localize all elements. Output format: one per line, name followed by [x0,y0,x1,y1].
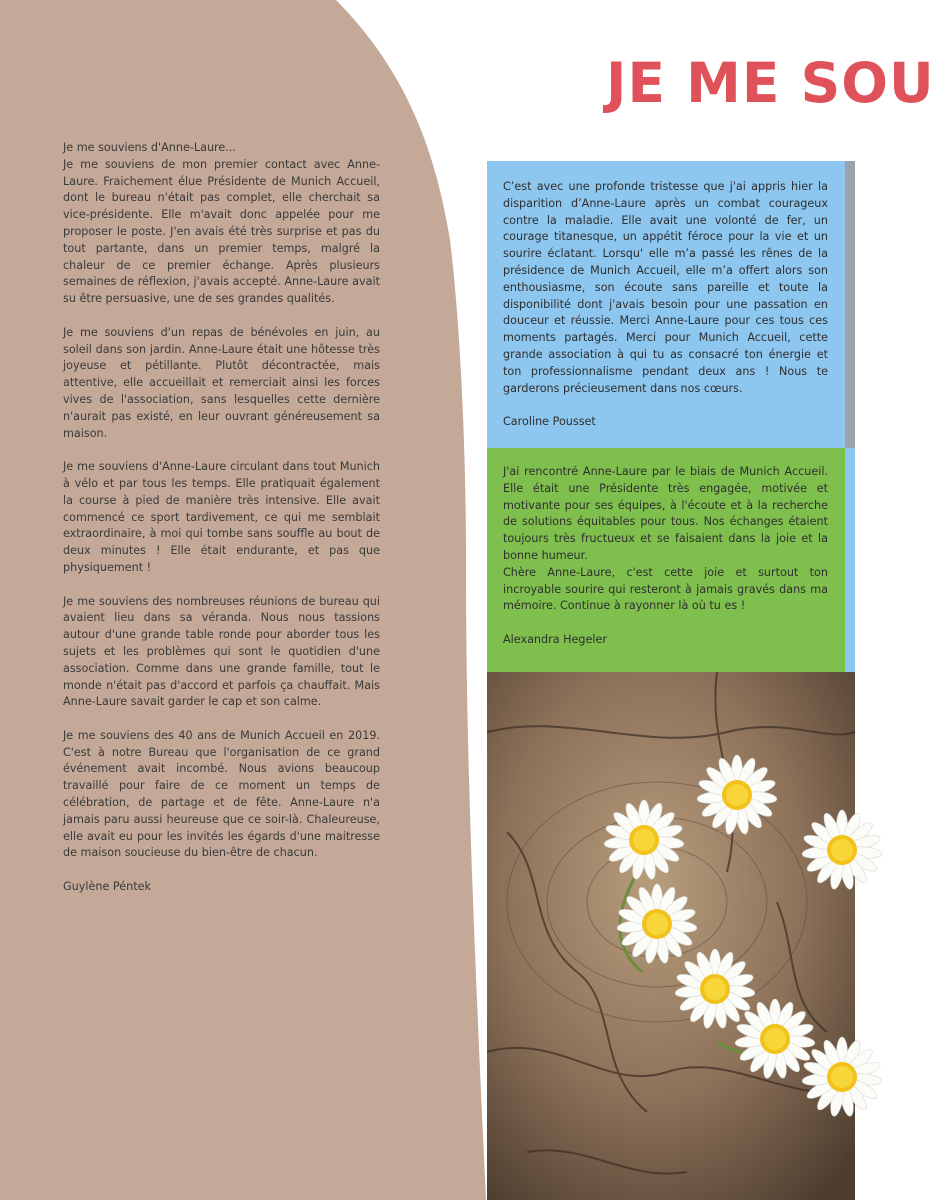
green-box-signature: Alexandra Hegeler [503,632,607,646]
daisy-heart-photo [487,672,855,1200]
tribute-box-blue [487,161,845,448]
daisy-photo-illustration [487,672,855,1200]
green-box-edge [845,448,855,672]
blue-box-edge [845,161,855,448]
blue-box-text: C’est avec une profonde tristesse que j'ai appris hier la disparition d’Anne-Laure après un combat courageux contre la maladie. Elle avait une volonté de fer, un courage titanesque, un appétit féroce pour la vie et un sourire éclatant. Lorsqu' elle m’a passé les rênes de la présidence de Munich Accueil, elle m’a offert alors son enthousiasme, son écoute sans pareille et toute la disponibilité dont j'avais besoin pour une passation en douceur et réussie. Merci Anne-Laure pour ces tous ces moments partagés. Merci pour Munich Accueil, cette grande association à qui tu as consacré ton énergie et ton professionnalisme pendant deux ans ! Nous te garderons précieusement dans nos cœurs. [503,180,828,395]
headline: JE ME SOU [606,51,935,115]
tribute-box-green [487,448,845,672]
left-paragraph-1: Je me souviens d'Anne-Laure... Je me souviens de mon premier contact avec Anne-Laure. Fraichement élue Présidente de Munich Accueil, dont le bureau n'était pas complet, elle cherchait sa vice-présidente. Elle m'avait donc appelée pour me proposer le poste. J'en avais été très surprise et pas du tout partante, dans un premier temps, malgré la chaleur de ce premier échange. Après plusieurs semaines de réflexion, j'avais accepté. Anne-Laure avait su être persuasive, une de ses grandes qualités. [63,141,380,306]
blue-box-signature: Caroline Pousset [503,415,596,429]
left-paragraph-4: Je me souviens des nombreuses réunions de bureau qui avaient lieu dans sa véranda. Nous nous tassions autour d'une grande table ronde pour aborder tous les sujets et les problèmes qui sont le quotidien d'une association. Comme dans une grande famille, tout le monde n'était pas d'accord et parfois ça chauffait. Mais Anne-Laure savait garder le cap et son calme. [63,594,380,709]
left-paragraph-2: Je me souviens d'un repas de bénévoles en juin, au soleil dans son jardin. Anne-Laure était une hôtesse très joyeuse et pétillante. Plutôt décontractée, mais attentive, elle accueillait et remerciait ainsi les forces vives de l'association, sans lesquelles cette dernière n'aurait pas existé, en leur ouvrant généreusement sa maison. [63,325,380,440]
left-paragraph-5: Je me souviens des 40 ans de Munich Accueil en 2019. C'est à notre Bureau que l'organisation de ce grand événement avait incombé. Nous avions beaucoup travaillé pour faire de ce moment un temps de célébration, de partage et de fête. Anne-Laure n'a jamais paru aussi heureuse que ce soir-là. Chaleureuse, elle avait eu pour les invités les égards d'une maitresse de maison soucieuse du bien-être de chacun. [63,728,380,860]
left-column [63,140,380,913]
left-paragraph-3: Je me souviens d'Anne-Laure circulant dans tout Munich à vélo et par tous les temps. Elle pratiquait également la course à pied de manière très intensive. Elle avait commencé ce sport tardivement, ce qui me semblait extraordinaire, à moi qui tombe sans souffle au bout de deux minutes ! Elle était endurante, et pas que physiquement ! [63,460,380,574]
green-box-text: J'ai rencontré Anne-Laure par le biais de Munich Accueil. Elle était une Présidente très engagée, motivée et motivante pour ses équipes, à l'écoute et à la recherche de solutions équitables pour tous. Nos échanges étaient toujours très fructueux et se faisaient dans la joie et la bonne humeur. Chère Anne-Laure, c'est cette joie et surtout ton incroyable sourire qui resteront à jamais gravés dans ma mémoire. Continue à rayonner là où tu es ! [503,465,828,613]
left-signature: Guylène Péntek [63,880,151,894]
